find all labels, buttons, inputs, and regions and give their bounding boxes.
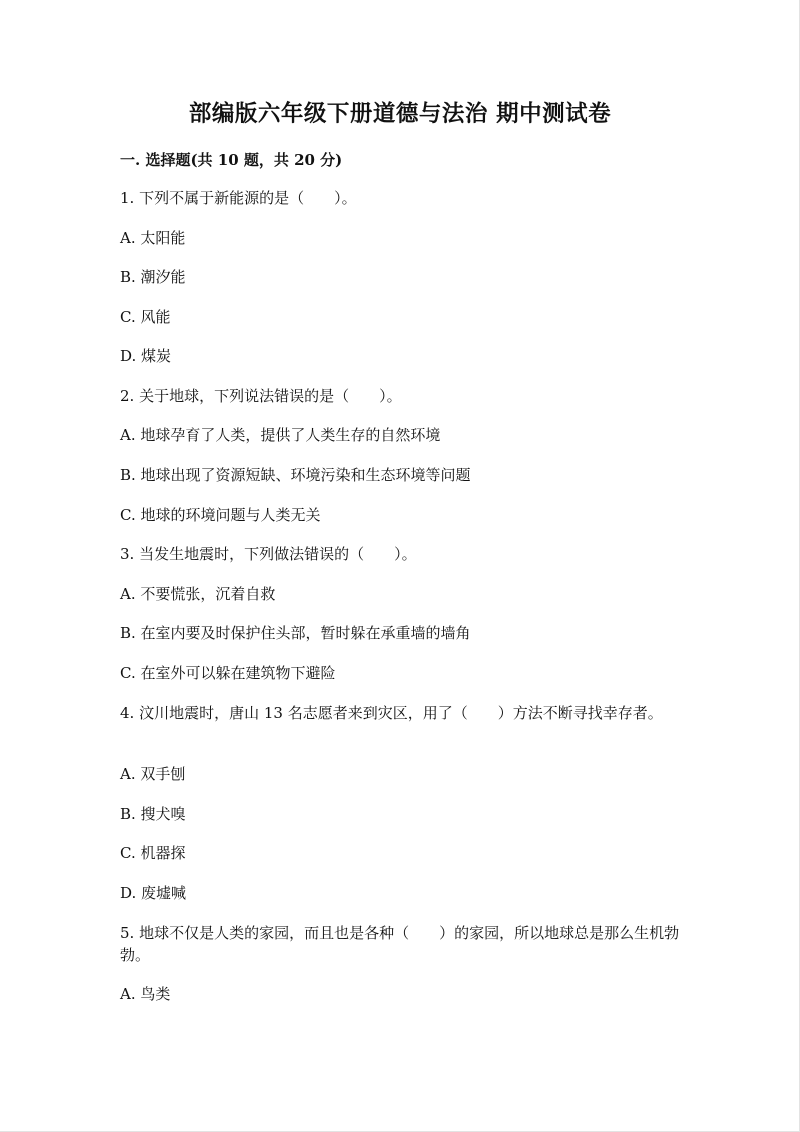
question-4-option-a: A. 双手刨 — [120, 765, 186, 783]
question-2-option-b: B. 地球出现了资源短缺、环境污染和生态环境等问题 — [120, 466, 471, 484]
question-4-option-c: C. 机器探 — [120, 844, 186, 862]
question-3-stem: 3. 当发生地震时，下列做法错误的（ ）。 — [120, 545, 417, 563]
question-3-option-b: B. 在室内要及时保护住头部，暂时躲在承重墙的墙角 — [120, 624, 471, 642]
question-2-option-a: A. 地球孕育了人类，提供了人类生存的自然环境 — [120, 426, 441, 444]
page-title: 部编版六年级下册道德与法治 期中测试卷 — [188, 101, 612, 127]
question-5-stem: 5. 地球不仅是人类的家园，而且也是各种（ ）的家园，所以地球总是那么生机勃勃。 — [120, 924, 680, 964]
question-1-option-a: A. 太阳能 — [120, 229, 186, 247]
question-4-stem: 4. 汶川地震时，唐山 13 名志愿者来到灾区，用了（ ）方法不断寻找幸存者。 — [120, 704, 663, 722]
question-4-option-b: B. 搜犬嗅 — [120, 805, 186, 823]
question-3-option-c: C. 在室外可以躲在建筑物下避险 — [120, 664, 336, 682]
question-1-option-b: B. 潮汐能 — [120, 268, 186, 286]
question-4-option-d: D. 废墟喊 — [120, 884, 187, 902]
question-2-stem: 2. 关于地球，下列说法错误的是（ ）。 — [120, 387, 402, 405]
question-1-option-d: D. 煤炭 — [120, 347, 172, 365]
question-5-option-a: A. 鸟类 — [120, 985, 171, 1003]
question-2-option-c: C. 地球的环境问题与人类无关 — [120, 506, 321, 524]
question-1-stem: 1. 下列不属于新能源的是（ ）。 — [120, 189, 357, 207]
question-1-option-c: C. 风能 — [120, 308, 171, 326]
section-heading: 一. 选择题(共 10 题，共 20 分) — [120, 151, 343, 169]
question-3-option-a: A. 不要慌张，沉着自救 — [120, 585, 276, 603]
